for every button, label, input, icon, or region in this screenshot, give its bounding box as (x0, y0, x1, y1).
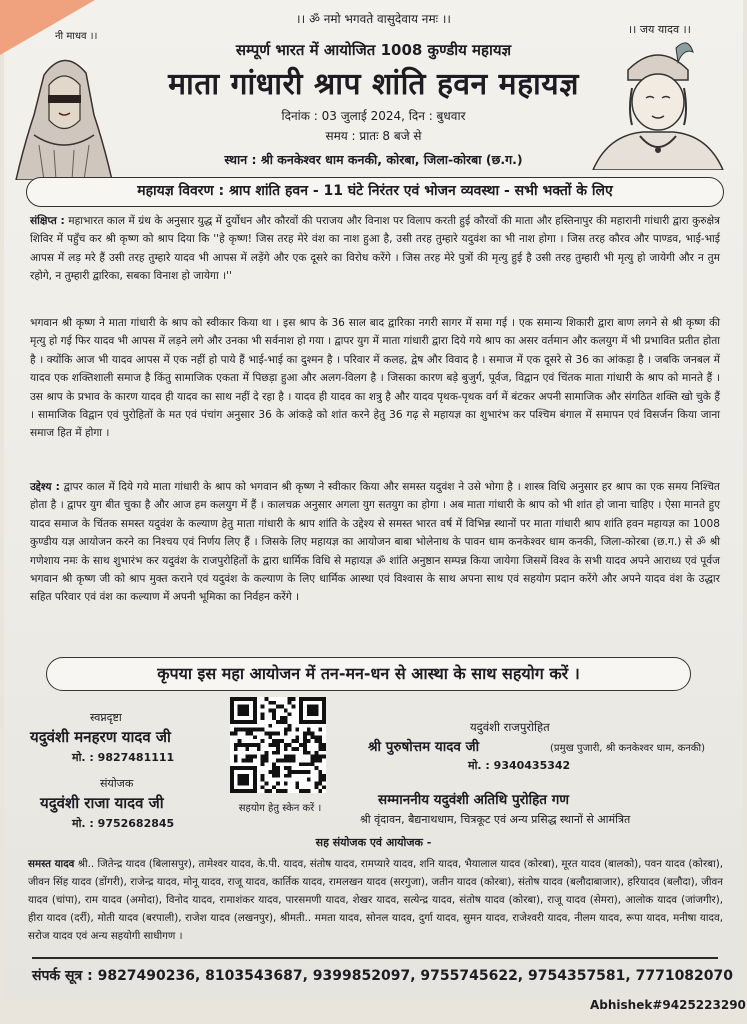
summary-label: संक्षिप्त : (30, 215, 65, 227)
visionary-phone: मो. : 9827481111 (72, 751, 175, 764)
priest-name: श्री पुरुषोत्तम यादव जी (368, 739, 480, 755)
visionary-name: यदुवंशी मनहरण यादव जी (30, 728, 171, 746)
priest-phone: मो. : 9340435342 (468, 759, 571, 772)
designer-credit: Abhishek#9425223290 (590, 998, 746, 1012)
co-organizers-lead: समस्त यादव (28, 858, 75, 870)
co-organizers-text: श्री.. जितेन्द्र यादव (बिलासपुर), तामेश्वर यादव, के.पी. यादव, संतोष यादव, रामप्यारे यादव, शनि यादव, भैयालाल यादव (कोरबा), मूरत यादव (बालको), पवन यादव (कोरबा), जीवन सिंह यादव (डोंगरी), राजेन्द्र यादव, मोनू यादव, राजू यादव, कार्तिक यादव, रामलखन यादव (सरगुजा), जतीन यादव (कोरबा), संतोष यादव (बलौदाबाजार), हरियादव (बलौदा), जीवन यादव (चांपा), राम यादव (अमोदा), विनोद यादव, रामाशंकर यादव, पारसमणी यादव, शेखर यादव, सत्येन्द्र यादव, संतोष यादव (कोरबा), राजू यादव (सेमरा), आलोक यादव (जांजगीर), हीरा यादव (दर्री), मोती यादव (बरपाली), राजेश यादव (लखनपुर), श्रीमती.. ममता यादव, सोनल यादव, दुर्गा यादव, सुमन यादव, राजेश्वरी यादव, नीलम यादव, रूपा यादव, मनीषा यादव, सरोज यादव एवं अन्य सहयोगी साधीगण । (28, 858, 723, 942)
convener-role: संयोजक (100, 777, 134, 790)
guest-priests-title: सम्माननीय यदुवंशी अतिथि पुरोहित गण (378, 792, 570, 808)
convener-phone: मो. : 9752682845 (72, 817, 175, 830)
priest-role: यदुवंशी राजपुरोहित (470, 720, 550, 734)
gandhari-portrait-illustration (14, 45, 114, 180)
contact-numbers: संपर्क सूत्र : 9827490236, 8103543687, 9399852097, 9755745622, 9754357581, 7771082070 (32, 968, 734, 984)
visionary-role: स्वप्नदृष्टा (90, 711, 122, 724)
convener-name: यदुवंशी राजा यादव जी (40, 794, 164, 812)
summary-text-2: भगवान श्री कृष्ण ने माता गांधारी के श्राप को स्वीकार किया था । इस श्राप के 36 साल बाद द्वारिका नगरी सागर में समा गई । एक समान्य शिकारी द्वारा बाण लगने से श्री कृष्ण की मृत्यु हो गई फिर यादव भी आपस में लड़ने लगे और उनका भी सर्वनाश हो गया । द्वापर युग में माता गांधारी द्वारा दिये गये श्राप का असर वर्तमान और कलयुग में भी प्रभावित प्रतीत होता है । क्योंकि आज भी यादव आपस में एक नहीं हो पाये हैं भाई-भाई का दुश्मन है । परिवार में कलह, द्वेष और विवाद है । समाज में एक दूसरे से 36 का आंकड़ा है । जबकि जनबल में यादव एक शक्तिशाली समाज है किंतु सामाजिक एकता में पिछड़ा हुआ और अलग-विलग है । जिसका कारण बड़े बुजुर्ग, पूर्वज, विद्वान एवं चिंतक माता गांधारी के श्राप को मानते हैं । उस श्राप के प्रभाव के कारण यादव ही यादव का साथ नहीं दे रहा है । यादव ही यादव का शत्रु है और यादव पृथक-पृथक वर्ग में बंटकर अपनी सामाजिक और संगठित शक्ति खो चुके हैं । सामाजिक विद्वान एवं पुरोहितों के मत एवं पंचांग अनुसार 36 के आंकड़े को शांत करने हेतु 36 गढ़ से महायज्ञ का शुभारंभ कर पश्चिम बंगाल में समापन एवं विसर्जन किया जाना समाज हित में होगा । (30, 317, 720, 440)
venue-line: स्थान : श्री कनकेश्वर धाम कनकी, कोरबा, जिला-कोरबा (छ.ग.) (224, 152, 523, 167)
event-title: माता गांधारी श्राप शांति हवन महायज्ञ (168, 67, 579, 102)
objective-section (30, 478, 720, 607)
event-details-banner: महायज्ञ विवरण : श्राप शांति हवन - 11 घंटे निरंतर एवं भोजन व्यवस्था - सभी भक्तों के लिए (26, 177, 724, 207)
donation-qr-code[interactable] (230, 697, 326, 793)
guest-priests-text: श्री वृंदावन, बैद्यनाथधाम, चित्रकूट एवं अन्य प्रसिद्ध स्थानों से आमंत्रित (360, 813, 631, 826)
event-subtitle: सम्पूर्ण भारत में आयोजित 1008 कुण्डीय महायज्ञ (235, 41, 512, 59)
support-appeal-banner: कृपया इस महा आयोजन में तन-मन-धन से आस्था के साथ सहयोग करें । (46, 657, 691, 691)
co-organizers-title: सह संयोजक एवं आयोजक - (315, 836, 432, 849)
summary-text-1: महाभारत काल में ग्रंथ के अनुसार युद्ध में दुर्योधन और कौरवों की पराजय और विनाश पर विलाप करती हुई कौरवों की माता और हस्तिनापुर की महारानी गांधारी द्वारा कुरुक्षेत्र शिविर में पहुँच कर श्री कृष्ण को श्राप दिया कि ''हे कृष्ण! जिस तरह मेरे वंश का नाश हुआ है, उसी तरह तुम्हारे यदुवंश का भी नाश होगा । जिस तरह कौरव और पाण्डव, भाई-भाई आपस में लड़ मरे हैं उसी तरह तुम्हारे यादव भी आपस में लड़ेंगे और एक दूसरे का विरोध करेंगे । जिस तरह मेरे पुत्रों की मृत्यु हुई है उसी तरह तुम्हारी भी मृत्यु हो जायेगी और न तुम रहोगे, न तुम्हारी द्वारिका, सबका विनाश हो जायेगा ।'' (30, 215, 720, 283)
co-organizers-list (28, 855, 723, 945)
mantra-line: ।। ॐ नमो भगवते वासुदेवाय नमः ।। (296, 12, 451, 26)
right-tag: ।। जय यादव ।। (628, 23, 691, 36)
time-line: समय : प्रातः 8 बजे से (325, 129, 422, 143)
date-line: दिनांक : 03 जुलाई 2024, दिन : बुधवार (281, 109, 466, 123)
objective-label: उद्देश्य : (30, 481, 60, 493)
krishna-portrait-illustration (588, 40, 728, 170)
objective-text: द्वापर काल में दिये गये माता गांधारी के श्राप को भगवान श्री कृष्ण ने स्वीकार किया और समस्त यदुवंश ने उसे भोगा है । शास्त्र विधि अनुसार हर श्राप का एक समय निश्चित होता है । द्वापर युग बीत चुका है और आज हम कलयुग में हैं । कालचक्र अनुसार अगला युग सतयुग का होगा । अब माता गांधारी के श्राप को भी शांत हो जाना चाहिए । ऐसा मानते हुए यादव समाज के चिंतक समस्त यदुवंश के कल्याण हेतु माता गांधारी के श्राप शांति के उद्देश्य से समस्त भारत वर्ष में विभिन्न स्थानों पर माता गांधारी श्राप शांति हवन महायज्ञ का 1008 कुण्डीय यज्ञ आयोजन करने का निश्चय एवं निर्णय लिए हैं । जिसके लिए महायज्ञ का आयोजन बाबा भोलेनाथ के पावन धाम कनकेश्वर धाम कनकी, जिला-कोरबा (छ.ग.) से ॐ श्री गणेशाय नमः के साथ शुभारंभ कर यदुवंश के राजपुरोहितों के द्वारा धार्मिक विधि से महायज्ञ ॐ शांति अनुष्ठान सम्पन्न किया जायेगा जिसमें विश्व के सभी यादव अपने आराध्य एवं पूर्वज भगवान श्री कृष्ण जी को श्राप मुक्त कराने एवं यदुवंश के कल्याण के लिए धार्मिक आस्था एवं विश्वास के साथ अपना साथ एवं सहयोग प्रदान करेंगे और अपने यादव वंश के उद्धार सहित परिवार एवं वंश का कल्याण में अपनी भूमिका का निर्वहन करेंगे । (30, 481, 721, 604)
left-tag: नी माधव ।। (55, 31, 98, 42)
summary-section (30, 212, 720, 286)
qr-caption: सहयोग हेतु स्केन करें । (238, 803, 322, 814)
priest-note: (प्रमुख पुजारी, श्री कनकेश्वर धाम, कनकी) (550, 743, 705, 754)
contact-divider (32, 957, 718, 959)
